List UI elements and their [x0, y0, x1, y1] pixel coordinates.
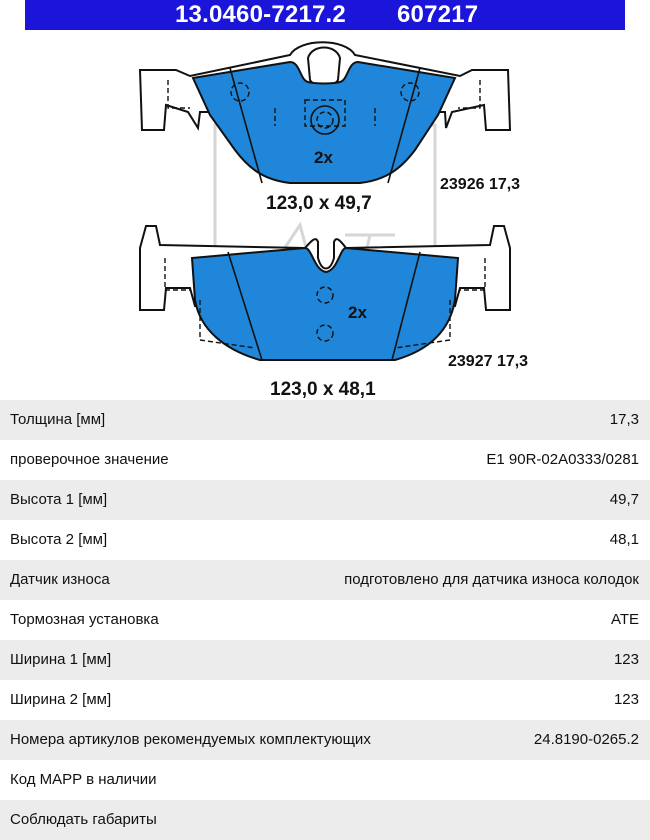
spec-table [0, 400, 650, 840]
spec-value: 123 [613, 691, 639, 708]
spec-value: 17,3 [609, 411, 639, 428]
spec-label: Ширина 2 [мм] [10, 691, 112, 708]
spec-label: Датчик износа [10, 571, 110, 588]
pad-2-code: 23927 17,3 [448, 353, 529, 370]
spec-value: 123 [613, 651, 639, 668]
spec-row-mapp [0, 760, 650, 800]
pad-2-quantity: 2x [348, 303, 367, 322]
pad-2-size: 123,0 x 48,1 [270, 379, 376, 400]
part-number: 13.0460-7217.2 [175, 1, 346, 28]
spec-row-width-2 [0, 680, 650, 720]
spec-row-brake-system [0, 600, 650, 640]
article-number: 607217 [397, 1, 479, 28]
spec-row-height-1 [0, 480, 650, 520]
spec-label: проверочное значение [10, 451, 169, 468]
spec-label: Высота 2 [мм] [10, 531, 108, 548]
brake-pad-drawing [0, 0, 650, 400]
brake-pad-2 [140, 226, 510, 360]
spec-label: Ширина 1 [мм] [10, 651, 112, 668]
spec-label: Код MAPP в наличии [10, 771, 157, 788]
spec-value: 48,1 [609, 531, 639, 548]
spec-row-width-1 [0, 640, 650, 680]
spec-value: 49,7 [609, 491, 639, 508]
spec-value: подготовлено для датчика износа колодок [344, 571, 639, 588]
spec-row-thickness [0, 400, 650, 440]
spec-label: Толщина [мм] [10, 411, 106, 428]
spec-label: Высота 1 [мм] [10, 491, 108, 508]
spec-row-accessories [0, 720, 650, 760]
pad-1-quantity: 2x [314, 148, 333, 167]
spec-row-height-2 [0, 520, 650, 560]
spec-row-approval [0, 440, 650, 480]
spec-value: 24.8190-0265.2 [533, 731, 639, 748]
pad-1-size: 123,0 x 49,7 [266, 193, 372, 214]
spec-value: E1 90R-02A0333/0281 [486, 451, 639, 468]
spec-label: Номера артикулов рекомендуемых комплектующих [10, 731, 371, 748]
spec-label: Тормозная установка [10, 611, 159, 628]
spec-label: Соблюдать габариты [10, 811, 157, 828]
spec-row-dimensions [0, 800, 650, 840]
spec-row-wear-sensor [0, 560, 650, 600]
pad-1-code: 23926 17,3 [440, 176, 521, 193]
spec-value: ATE [610, 611, 639, 628]
